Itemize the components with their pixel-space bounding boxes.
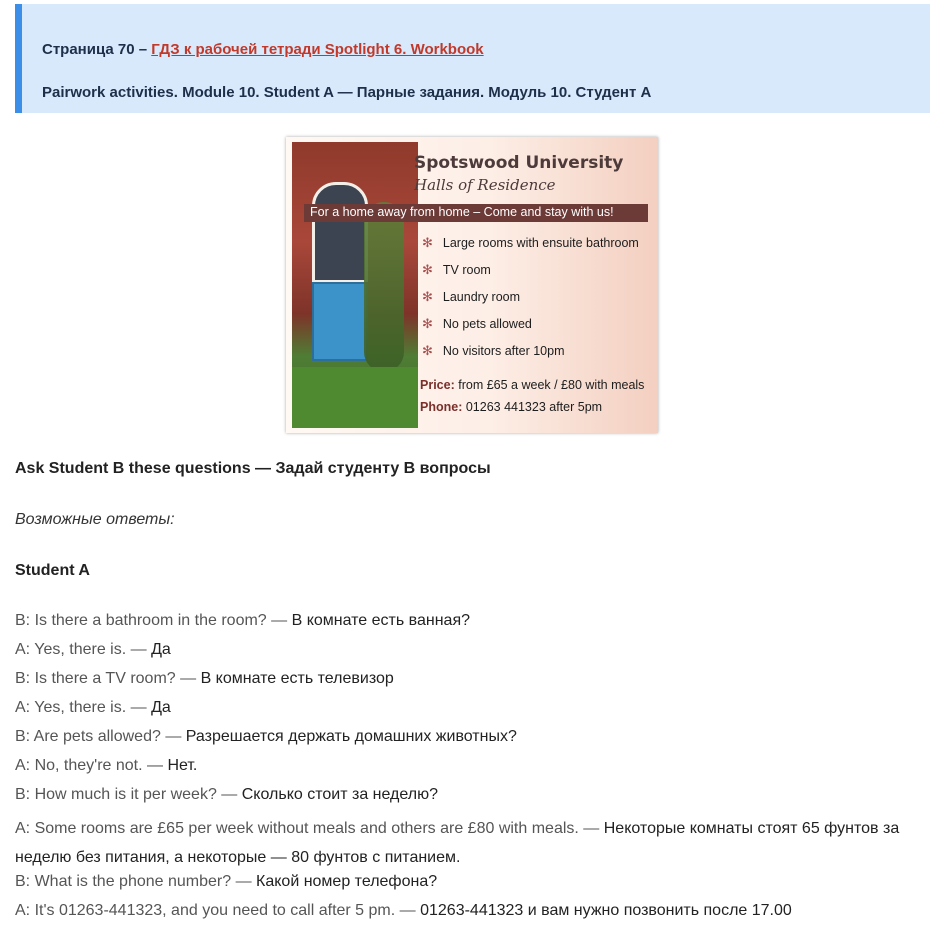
dialog-en: A: It's 01263-441323, and you need to call after 5 pm. —: [15, 902, 421, 919]
page-breadcrumb: [42, 41, 484, 58]
dialog-line: [15, 872, 915, 901]
dialog-line: [15, 611, 915, 640]
dialog-en: A: Yes, there is. —: [15, 699, 152, 716]
dialog-en: B: Is there a TV room? —: [15, 670, 201, 687]
dialog-ru: Какой номер телефона?: [256, 873, 438, 890]
window-shape: [312, 182, 368, 283]
dialog-ru: Да: [151, 699, 171, 716]
dialog-en: B: What is the phone number? —: [15, 873, 257, 890]
price-label: Price:: [420, 378, 455, 392]
dialog-list: [15, 611, 915, 930]
ad-feature-list: [422, 235, 639, 370]
dialog-ru: В комнате есть телевизор: [200, 670, 394, 687]
university-advertisement: [286, 137, 658, 433]
bush-shape: [292, 367, 418, 428]
ad-subtitle: Halls of Residence: [414, 176, 556, 194]
dialog-line: [15, 814, 915, 872]
ad-feature-text: Laundry room: [442, 290, 521, 304]
ad-feature-text: No visitors after 10pm: [442, 344, 565, 358]
dialog-line: [15, 727, 915, 756]
dialog-line: [15, 669, 915, 698]
ad-feature-item: [422, 289, 639, 316]
ad-feature-item: [422, 262, 639, 289]
dialog-en: A: Some rooms are £65 per week without meals and others are £80 with meals. —: [15, 820, 604, 837]
asterisk-icon: ✻: [422, 289, 433, 304]
dialog-en: B: How much is it per week? —: [15, 786, 242, 803]
workbook-link[interactable]: ГДЗ к рабочей тетради Spotlight 6. Workbook: [151, 41, 484, 58]
ad-price: [420, 378, 644, 392]
asterisk-icon: ✻: [422, 262, 433, 277]
dialog-en: B: Is there a bathroom in the room? —: [15, 612, 292, 629]
dialog-ru: Разрешается держать домашних животных?: [185, 728, 517, 745]
ad-feature-text: No pets allowed: [442, 317, 532, 331]
dialog-line: [15, 698, 915, 727]
page-subtitle: Pairwork activities. Module 10. Student A — Парные задания. Модуль 10. Студент A: [42, 84, 652, 101]
asterisk-icon: ✻: [422, 235, 433, 250]
asterisk-icon: ✻: [422, 343, 433, 358]
dialog-ru: 01263-441323 и вам нужно позвонить после 17.00: [420, 902, 792, 919]
door-shape: [312, 282, 368, 361]
dialog-ru: Нет.: [167, 757, 198, 774]
ad-feature-item: [422, 316, 639, 343]
section-heading: Ask Student B these questions — Задай студенту B вопросы: [15, 460, 491, 477]
dialog-ru: В комнате есть ванная?: [291, 612, 471, 629]
ad-banner: [304, 204, 648, 222]
ad-phone: [420, 400, 602, 414]
ad-feature-item: [422, 235, 639, 262]
breadcrumb-header: [15, 4, 930, 113]
dialog-line: [15, 901, 915, 930]
page-prefix: Страница 70 –: [42, 41, 152, 58]
ivy-shape: [364, 202, 404, 372]
dialog-line: [15, 756, 915, 785]
asterisk-icon: ✻: [422, 316, 433, 331]
ad-feature-text: TV room: [442, 263, 491, 277]
dialog-ru: Сколько стоит за неделю?: [241, 786, 438, 803]
dialog-en: A: No, they're not. —: [15, 757, 168, 774]
dialog-line: [15, 785, 915, 814]
ad-banner-text: For a home away from home – Come and stay with us!: [310, 205, 614, 219]
building-photo: [292, 142, 418, 428]
student-label: Student A: [15, 562, 90, 579]
dialog-en: A: Yes, there is. —: [15, 641, 152, 658]
price-value: from £65 a week / £80 with meals: [458, 378, 645, 392]
ad-feature-item: [422, 343, 639, 370]
ad-feature-text: Large rooms with ensuite bathroom: [442, 236, 639, 250]
dialog-en: B: Are pets allowed? —: [15, 728, 186, 745]
dialog-ru: Да: [151, 641, 171, 658]
dialog-ru: Некоторые комнаты стоят 65 фунтов за неделю без питания, а некоторые — 80 фунтов с питанием.: [15, 820, 900, 866]
phone-value: 01263 441323 after 5pm: [465, 400, 603, 414]
possible-answers-label: Возможные ответы:: [15, 511, 175, 528]
phone-label: Phone:: [420, 400, 463, 414]
dialog-line: [15, 640, 915, 669]
ad-title: Spotswood University: [414, 153, 624, 173]
